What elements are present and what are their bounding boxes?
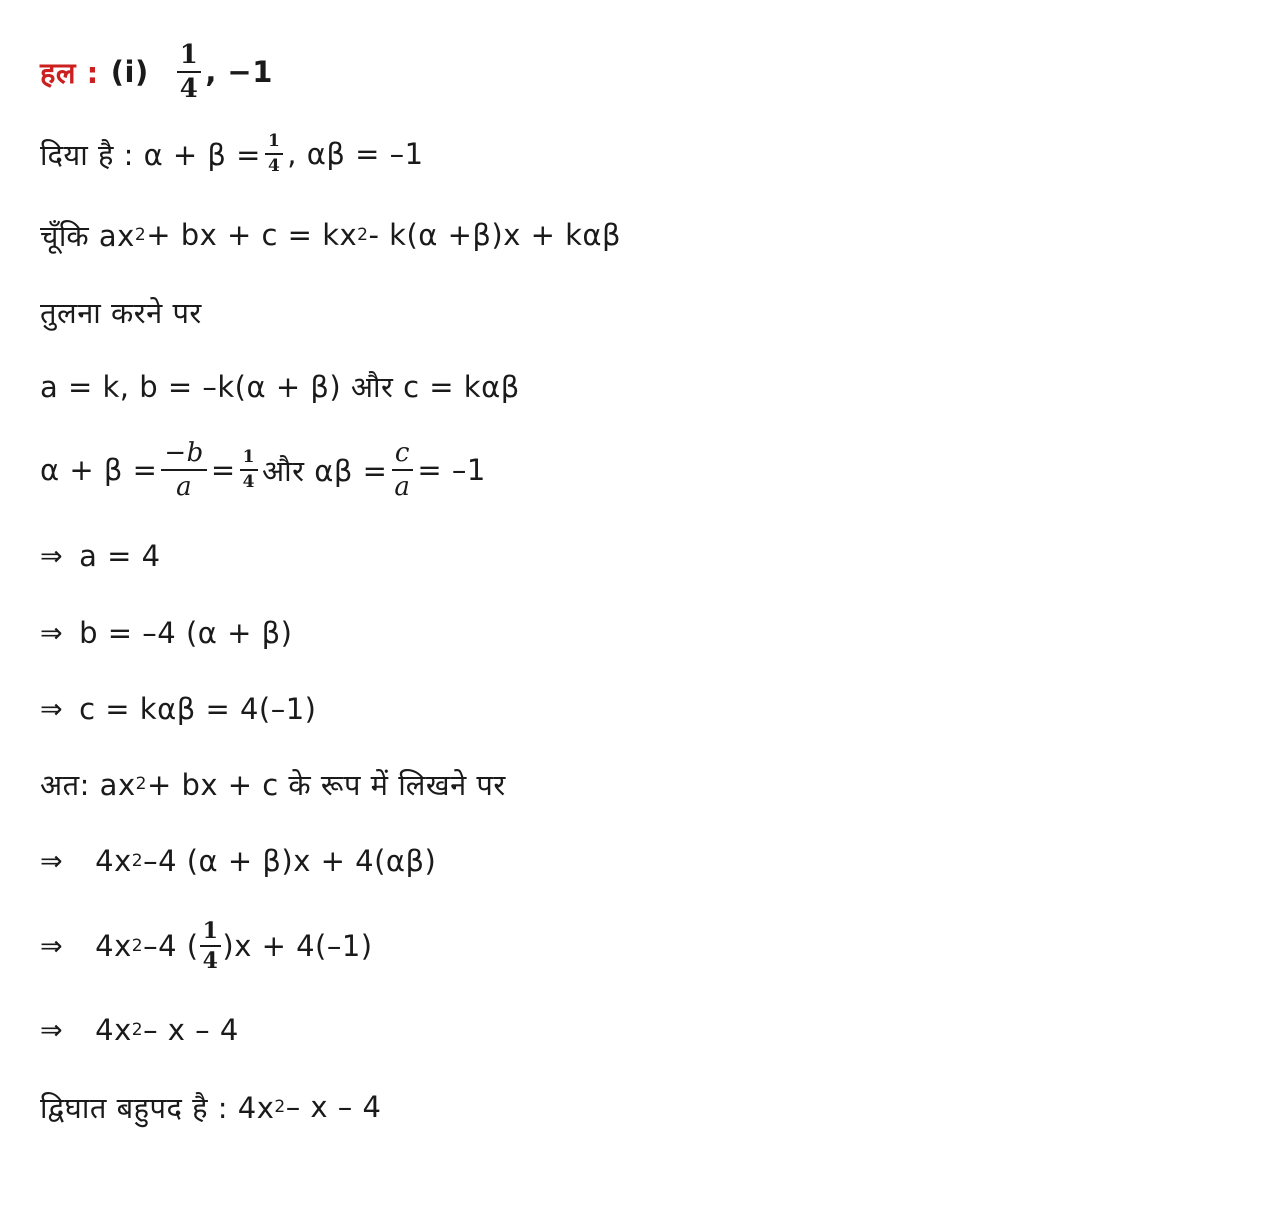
implies-icon: ⇒ bbox=[40, 930, 64, 962]
since-line: चूँकि ax 2 + bx + c = kx 2 - k(α +β)x + kαβ bbox=[40, 218, 622, 253]
step-b: ⇒ b = –4 (α + β) bbox=[40, 616, 293, 650]
compare-line: तुलना करने पर bbox=[40, 295, 202, 330]
step-expand: ⇒ 4x 2 –4 (α + β)x + 4(αβ) bbox=[40, 844, 437, 878]
answer-fraction: $\frac{1}{4}$ bbox=[177, 42, 202, 102]
given-line bbox=[40, 124, 424, 184]
given-tail: , αβ = –1 bbox=[287, 137, 424, 171]
implies-icon: ⇒ bbox=[40, 693, 64, 725]
fraction-one-quarter: $\frac{1}{4}$ bbox=[200, 920, 222, 972]
given-text: दिया है : α + β = bbox=[40, 137, 261, 172]
step-result: ⇒ 4x 2 – x – 4 bbox=[40, 1013, 239, 1047]
solution-label: हल : bbox=[40, 55, 99, 90]
hence-line: अत: ax 2 + bx + c के रूप में लिखने पर bbox=[40, 767, 506, 802]
implies-icon: ⇒ bbox=[40, 540, 64, 572]
step-a: ⇒ a = 4 bbox=[40, 539, 161, 573]
fraction-minus-b-over-a: $\frac{-b}{a}$ bbox=[161, 440, 206, 500]
implies-icon: ⇒ bbox=[40, 1014, 64, 1046]
final-answer: द्विघात बहुपद है : 4x 2 – x – 4 bbox=[40, 1090, 382, 1125]
fraction-one-quarter: $\frac{1}{4}$ bbox=[240, 449, 258, 491]
fraction-c-over-a: $\frac{c}{a}$ bbox=[391, 440, 413, 500]
implies-icon: ⇒ bbox=[40, 845, 64, 877]
coefficients-line: a = k, b = –k(α + β) और c = kαβ bbox=[40, 369, 520, 404]
answer-tail: , −1 bbox=[205, 55, 273, 89]
step-substitute: ⇒ 4x 2 –4 ( $\frac{1}{4}$ )x + 4(–1) bbox=[40, 918, 373, 974]
part-label: (i) bbox=[110, 55, 149, 89]
sum-product-line: α + β = $\frac{-b}{a}$ = $\frac{1}{4}$ और αβ = $\frac{c}{a}$ = –1 bbox=[40, 438, 486, 502]
implies-icon: ⇒ bbox=[40, 617, 64, 649]
step-c: ⇒ c = kαβ = 4(–1) bbox=[40, 692, 317, 726]
given-fraction: $\frac{1}{4}$ bbox=[265, 133, 283, 175]
answer-heading bbox=[40, 42, 273, 102]
